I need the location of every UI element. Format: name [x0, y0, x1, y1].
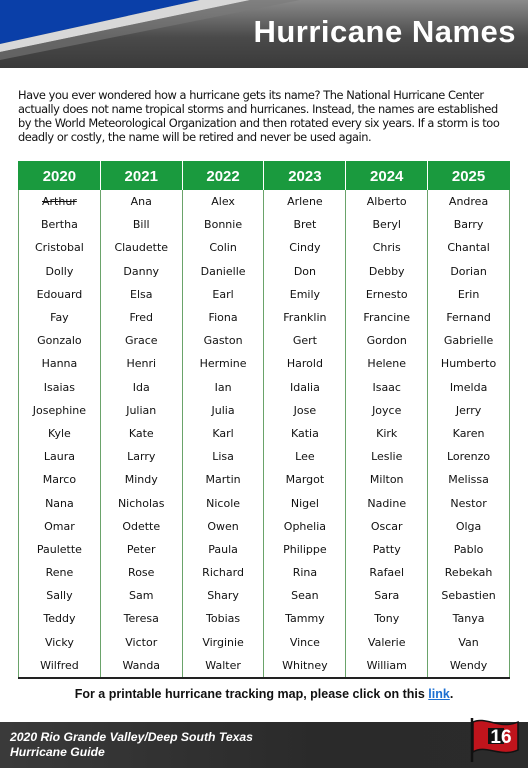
- name-cell: Isaias: [19, 376, 101, 399]
- name-cell: Fred: [100, 306, 182, 329]
- name-cell: Claudette: [100, 236, 182, 259]
- name-cell: Fiona: [182, 306, 264, 329]
- name-cell: Walter: [182, 654, 264, 678]
- name-cell: Bonnie: [182, 213, 264, 236]
- name-cell: Sally: [19, 584, 101, 607]
- name-cell: Gordon: [346, 329, 428, 352]
- name-cell: Grace: [100, 329, 182, 352]
- name-cell: Chris: [346, 236, 428, 259]
- name-cell: Sebastien: [428, 584, 510, 607]
- name-cell: Rose: [100, 561, 182, 584]
- name-cell: Rebekah: [428, 561, 510, 584]
- table-row: [19, 654, 510, 678]
- table-row: [19, 538, 510, 561]
- name-cell: Lorenzo: [428, 445, 510, 468]
- name-cell: Kyle: [19, 422, 101, 445]
- name-cell: Dorian: [428, 260, 510, 283]
- name-cell: Lee: [264, 445, 346, 468]
- name-cell: Humberto: [428, 352, 510, 375]
- table-row: [19, 329, 510, 352]
- name-cell: Patty: [346, 538, 428, 561]
- name-cell: Danny: [100, 260, 182, 283]
- name-cell: Rina: [264, 561, 346, 584]
- tracking-map-line: [0, 687, 528, 701]
- name-cell: Tanya: [428, 607, 510, 630]
- name-cell: Teresa: [100, 607, 182, 630]
- name-cell: Richard: [182, 561, 264, 584]
- name-cell: Helene: [346, 352, 428, 375]
- name-cell: Nestor: [428, 491, 510, 514]
- year-header-2023: 2023: [264, 162, 346, 191]
- intro-paragraph: Have you ever wondered how a hurricane gets its name? The National Hurricane Center actually does not name tropical storms and hurricanes. Instead, the names are established by the World Meteorological Organization and then rotated every six years. If a storm is too deadly or costly, the name will be retired and never be used again.: [18, 88, 500, 144]
- name-cell: Leslie: [346, 445, 428, 468]
- name-cell: Kate: [100, 422, 182, 445]
- name-cell: Ernesto: [346, 283, 428, 306]
- name-cell: William: [346, 654, 428, 678]
- name-cell: Pablo: [428, 538, 510, 561]
- name-cell: Olga: [428, 515, 510, 538]
- name-cell: Van: [428, 631, 510, 654]
- name-cell: Isaac: [346, 376, 428, 399]
- name-cell: Arthur: [19, 190, 101, 213]
- name-cell: Karen: [428, 422, 510, 445]
- name-cell: Rene: [19, 561, 101, 584]
- table-row: [19, 190, 510, 213]
- names-table-body: [19, 190, 510, 678]
- name-cell: Omar: [19, 515, 101, 538]
- name-cell: Edouard: [19, 283, 101, 306]
- name-cell: Jose: [264, 399, 346, 422]
- page-header: [0, 0, 528, 68]
- table-row: [19, 283, 510, 306]
- footer-guide-title: [10, 730, 253, 760]
- name-cell: Nigel: [264, 491, 346, 514]
- name-cell: Gaston: [182, 329, 264, 352]
- year-header-row: [19, 162, 510, 191]
- name-cell: Earl: [182, 283, 264, 306]
- name-cell: Ophelia: [264, 515, 346, 538]
- name-cell: Gabrielle: [428, 329, 510, 352]
- name-cell: Beryl: [346, 213, 428, 236]
- name-cell: Bret: [264, 213, 346, 236]
- name-cell: Ida: [100, 376, 182, 399]
- name-cell: Bill: [100, 213, 182, 236]
- table-row: [19, 584, 510, 607]
- table-row: [19, 515, 510, 538]
- name-cell: Oscar: [346, 515, 428, 538]
- year-header-2022: 2022: [182, 162, 264, 191]
- footer-line-2: Hurricane Guide: [10, 745, 105, 759]
- year-header-2021: 2021: [100, 162, 182, 191]
- name-cell: Franklin: [264, 306, 346, 329]
- name-cell: Teddy: [19, 607, 101, 630]
- name-cell: Tammy: [264, 607, 346, 630]
- table-row: [19, 376, 510, 399]
- page-footer: [0, 722, 528, 768]
- name-cell: Julia: [182, 399, 264, 422]
- table-row: [19, 561, 510, 584]
- name-cell: Sara: [346, 584, 428, 607]
- name-cell: Alex: [182, 190, 264, 213]
- name-cell: Lisa: [182, 445, 264, 468]
- name-cell: Imelda: [428, 376, 510, 399]
- name-cell: Owen: [182, 515, 264, 538]
- name-cell: Milton: [346, 468, 428, 491]
- name-cell: Odette: [100, 515, 182, 538]
- name-cell: Victor: [100, 631, 182, 654]
- name-cell: Fernand: [428, 306, 510, 329]
- name-cell: Nadine: [346, 491, 428, 514]
- table-row: [19, 468, 510, 491]
- name-cell: Tony: [346, 607, 428, 630]
- name-cell: Don: [264, 260, 346, 283]
- name-cell: Vicky: [19, 631, 101, 654]
- tracking-map-link[interactable]: link: [428, 687, 450, 701]
- name-cell: Peter: [100, 538, 182, 561]
- name-cell: Hermine: [182, 352, 264, 375]
- hurricane-names-table: [18, 161, 510, 679]
- name-cell: Marco: [19, 468, 101, 491]
- name-cell: Wendy: [428, 654, 510, 678]
- name-cell: Julian: [100, 399, 182, 422]
- name-cell: Paulette: [19, 538, 101, 561]
- name-cell: Alberto: [346, 190, 428, 213]
- name-cell: Melissa: [428, 468, 510, 491]
- name-cell: Jerry: [428, 399, 510, 422]
- name-cell: Barry: [428, 213, 510, 236]
- name-cell: Elsa: [100, 283, 182, 306]
- hurricane-names-table-wrapper: [18, 161, 510, 679]
- name-cell: Shary: [182, 584, 264, 607]
- name-cell: Ian: [182, 376, 264, 399]
- name-cell: Nana: [19, 491, 101, 514]
- name-cell: Emily: [264, 283, 346, 306]
- name-cell: Rafael: [346, 561, 428, 584]
- name-cell: Ana: [100, 190, 182, 213]
- table-row: [19, 352, 510, 375]
- name-cell: Virginie: [182, 631, 264, 654]
- name-cell: Bertha: [19, 213, 101, 236]
- name-cell: Gert: [264, 329, 346, 352]
- name-cell: Harold: [264, 352, 346, 375]
- tracking-map-text: For a printable hurricane tracking map, please click on this: [74, 687, 429, 701]
- name-cell: Martin: [182, 468, 264, 491]
- tracking-map-suffix: .: [449, 687, 454, 701]
- footer-line-1: 2020 Rio Grande Valley/Deep South Texas: [10, 730, 253, 744]
- name-cell: Josephine: [19, 399, 101, 422]
- name-cell: Wilfred: [19, 654, 101, 678]
- table-row: [19, 491, 510, 514]
- table-row: [19, 260, 510, 283]
- name-cell: Larry: [100, 445, 182, 468]
- name-cell: Karl: [182, 422, 264, 445]
- name-cell: Andrea: [428, 190, 510, 213]
- name-cell: Nicholas: [100, 491, 182, 514]
- name-cell: Katia: [264, 422, 346, 445]
- name-cell: Valerie: [346, 631, 428, 654]
- table-row: [19, 306, 510, 329]
- table-row: [19, 422, 510, 445]
- name-cell: Kirk: [346, 422, 428, 445]
- page-title: Hurricane Names: [253, 14, 516, 49]
- name-cell: Francine: [346, 306, 428, 329]
- name-cell: Danielle: [182, 260, 264, 283]
- name-cell: Hanna: [19, 352, 101, 375]
- name-cell: Cristobal: [19, 236, 101, 259]
- year-header-2024: 2024: [346, 162, 428, 191]
- name-cell: Tobias: [182, 607, 264, 630]
- name-cell: Cindy: [264, 236, 346, 259]
- name-cell: Dolly: [19, 260, 101, 283]
- table-row: [19, 213, 510, 236]
- name-cell: Sam: [100, 584, 182, 607]
- name-cell: Debby: [346, 260, 428, 283]
- name-cell: Henri: [100, 352, 182, 375]
- name-cell: Joyce: [346, 399, 428, 422]
- page-number: 16: [490, 727, 512, 748]
- table-row: [19, 631, 510, 654]
- name-cell: Erin: [428, 283, 510, 306]
- year-header-2020: 2020: [19, 162, 101, 191]
- name-cell: Paula: [182, 538, 264, 561]
- name-cell: Whitney: [264, 654, 346, 678]
- name-cell: Arlene: [264, 190, 346, 213]
- table-row: [19, 607, 510, 630]
- name-cell: Vince: [264, 631, 346, 654]
- table-row: [19, 445, 510, 468]
- name-cell: Margot: [264, 468, 346, 491]
- name-cell: Gonzalo: [19, 329, 101, 352]
- name-cell: Idalia: [264, 376, 346, 399]
- name-cell: Colin: [182, 236, 264, 259]
- name-cell: Mindy: [100, 468, 182, 491]
- table-row: [19, 236, 510, 259]
- year-header-2025: 2025: [428, 162, 510, 191]
- name-cell: Fay: [19, 306, 101, 329]
- name-cell: Wanda: [100, 654, 182, 678]
- name-cell: Philippe: [264, 538, 346, 561]
- name-cell: Nicole: [182, 491, 264, 514]
- name-cell: Chantal: [428, 236, 510, 259]
- table-row: [19, 399, 510, 422]
- name-cell: Sean: [264, 584, 346, 607]
- name-cell: Laura: [19, 445, 101, 468]
